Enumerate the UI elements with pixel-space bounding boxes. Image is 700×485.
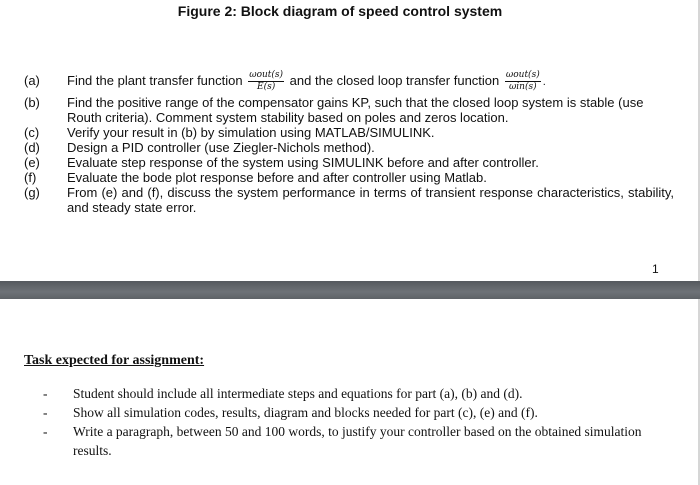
- task-item-text: Show all simulation codes, results, diagram and blocks needed for part (c), (e) and (f).: [73, 405, 538, 420]
- question-item-f: [24, 170, 674, 185]
- tf-denominator: ωin(s): [508, 82, 537, 93]
- task-item-text: Write a paragraph, between 50 and 100 words, to justify your controller based on the obtained simulation results.: [73, 424, 642, 458]
- question-text: Verify your result in (b) by simulation using MATLAB/SIMULINK.: [67, 125, 435, 140]
- question-label: (a): [24, 73, 40, 88]
- bullet-dash-icon: -: [43, 405, 48, 420]
- bullet-dash-icon: -: [43, 386, 48, 401]
- tf-denominator: E(s): [257, 82, 276, 93]
- question-item-e: [24, 155, 674, 170]
- task-item: [43, 403, 663, 422]
- bullet-dash-icon: -: [43, 424, 48, 439]
- question-item-d: [24, 140, 674, 155]
- question-label: (c): [24, 125, 40, 140]
- question-item-g: [24, 185, 674, 215]
- task-item-text: Student should include all intermediate steps and equations for part (a), (b) and (d).: [73, 386, 523, 401]
- plant-transfer-function: [248, 70, 284, 93]
- question-label: (g): [24, 185, 40, 200]
- question-text-before: Find the plant transfer function: [67, 73, 243, 88]
- question-text: Design a PID controller (use Ziegler-Nichols method).: [67, 140, 375, 155]
- question-text: Evaluate step response of the system using SIMULINK before and after controller.: [67, 155, 539, 170]
- question-text-middle: and the closed loop transfer function: [289, 73, 500, 88]
- question-text-after: .: [542, 76, 546, 88]
- page-number: 1: [652, 262, 659, 276]
- document-page-2: [0, 299, 700, 485]
- tf-numerator: ωout(s): [505, 70, 540, 81]
- question-item-a: [24, 67, 674, 95]
- question-label: (f): [24, 170, 37, 185]
- question-text: From (e) and (f), discuss the system performance in terms of transient response characteristics, stability, and steady state error.: [67, 185, 674, 215]
- question-text: Find the positive range of the compensator gains KP, such that the closed loop system is stable (use Routh criteria). Comment system stability based on poles and zeros location.: [67, 95, 644, 125]
- closed-loop-transfer-function: [505, 70, 541, 93]
- figure-caption: Figure 2: Block diagram of speed control system: [177, 3, 503, 19]
- question-item-b: [24, 95, 674, 125]
- question-text: [67, 67, 674, 96]
- question-label: (d): [24, 140, 40, 155]
- question-item-c: [24, 125, 674, 140]
- tf-numerator: ωout(s): [249, 70, 284, 81]
- question-label: (e): [24, 155, 40, 170]
- page-separator: [0, 281, 700, 299]
- task-item: [43, 384, 663, 403]
- question-label: (b): [24, 95, 40, 110]
- task-item: [43, 422, 663, 460]
- task-list: [43, 384, 663, 460]
- question-list: [24, 67, 674, 215]
- task-heading: Task expected for assignment:: [24, 353, 205, 368]
- question-text: Evaluate the bode plot response before and after controller using Matlab.: [67, 170, 487, 185]
